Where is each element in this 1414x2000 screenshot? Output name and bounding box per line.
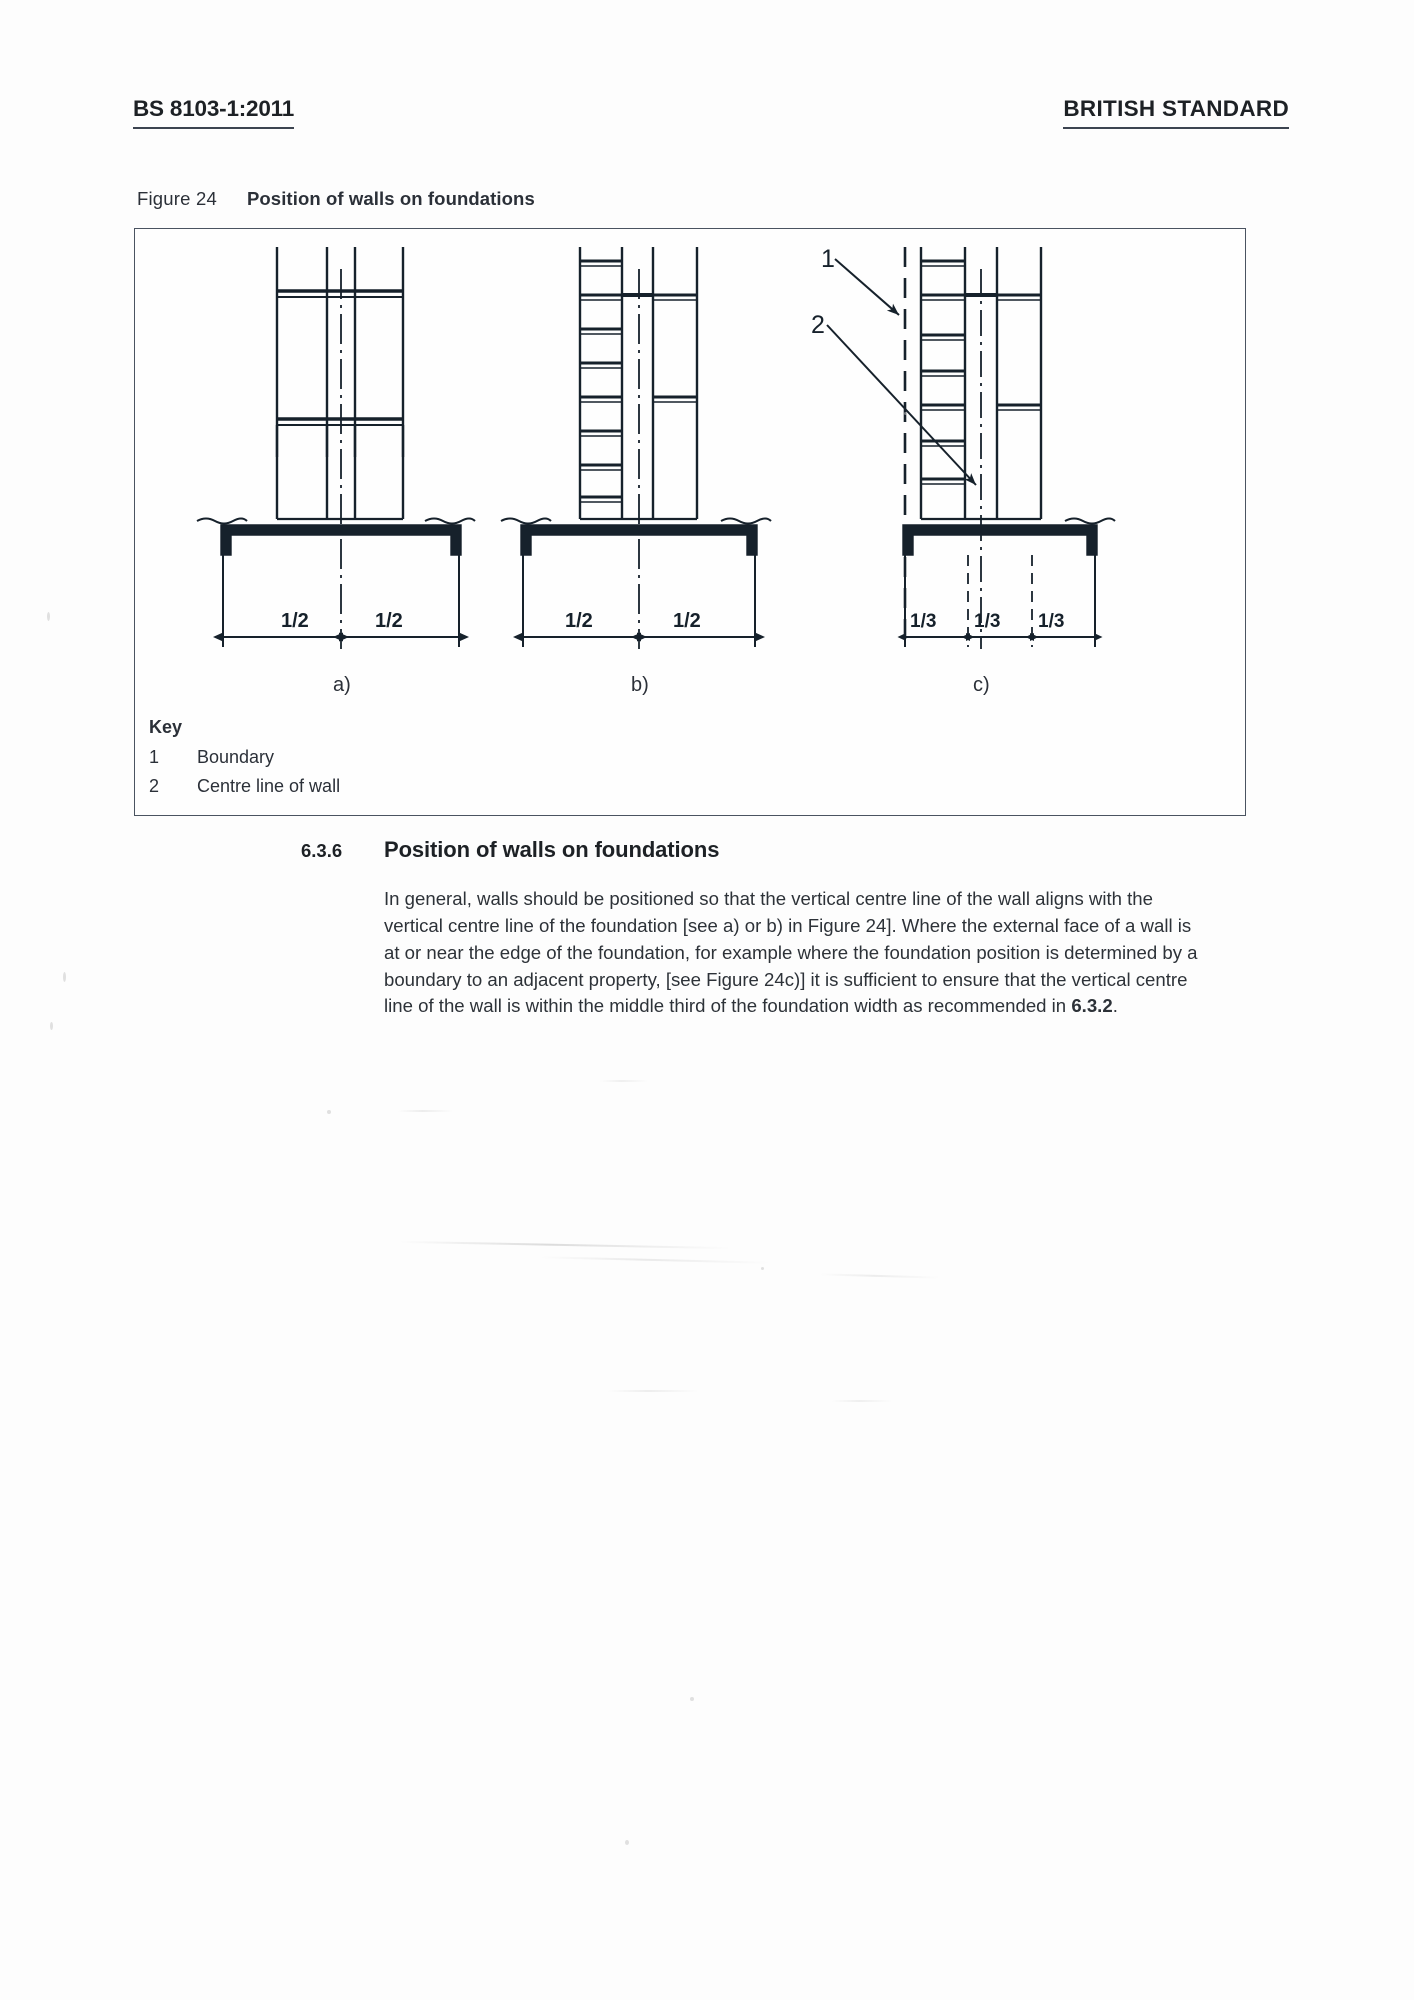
sublabel-c: c) bbox=[973, 674, 990, 696]
key-item-1-label: Boundary bbox=[197, 746, 275, 767]
dim-label-c-1: 1/3 bbox=[910, 611, 937, 632]
paragraph-text-part1: In general, walls should be positioned so that the vertical centre line of the wall aligns with the vertical centre line of the foundation [see a) or b) in Figure 24]. Where the external face of a wall is at or near the edge of the foundation, for example where the foundation position is determined by a boundary to an adjacent property, [see Figure 24c)] it is sufficient to ensure that the vertical centre line of the wall is within the middle third of the foundation width as recommended in bbox=[384, 888, 1198, 1017]
section-title: Position of walls on foundations bbox=[384, 837, 720, 862]
diagram-a bbox=[197, 247, 475, 649]
diagram-b bbox=[501, 247, 771, 649]
dim-label-c-3: 1/3 bbox=[1038, 611, 1065, 632]
figure-box bbox=[134, 228, 1246, 816]
clause-reference: 6.3.2 bbox=[1071, 995, 1113, 1017]
figure-key bbox=[149, 713, 340, 801]
figure-caption bbox=[137, 188, 535, 210]
key-item-1-number: 1 bbox=[149, 746, 160, 767]
dim-label-a-left: 1/2 bbox=[281, 610, 309, 632]
sublabel-a: a) bbox=[333, 674, 351, 696]
dim-label-c-2: 1/3 bbox=[974, 611, 1001, 632]
standard-reference: BS 8103-1:2011 bbox=[133, 96, 294, 129]
key-title: Key bbox=[149, 716, 183, 737]
figure-number: Figure 24 bbox=[137, 188, 217, 209]
section-paragraph bbox=[384, 886, 1211, 1020]
key-item-1 bbox=[149, 743, 340, 772]
dim-label-a-right: 1/2 bbox=[375, 610, 403, 632]
key-item-2 bbox=[149, 772, 340, 801]
section-number: 6.3.6 bbox=[301, 840, 343, 861]
section-heading bbox=[137, 837, 1294, 874]
dim-label-b-left: 1/2 bbox=[565, 610, 593, 632]
callout-1-boundary: 1 bbox=[821, 245, 835, 273]
dim-label-b-right: 1/2 bbox=[673, 610, 701, 632]
sublabel-b: b) bbox=[631, 674, 649, 696]
key-item-2-number: 2 bbox=[149, 775, 160, 796]
figure-title: Position of walls on foundations bbox=[246, 188, 535, 209]
diagram-c bbox=[827, 247, 1115, 649]
section-6-3-6 bbox=[137, 837, 1294, 1020]
publisher-label: BRITISH STANDARD bbox=[1063, 96, 1289, 129]
page-header bbox=[133, 96, 1289, 136]
paragraph-text-part2: . bbox=[1112, 995, 1118, 1017]
callout-2-centre-line: 2 bbox=[811, 311, 825, 339]
key-item-2-label: Centre line of wall bbox=[197, 775, 341, 796]
